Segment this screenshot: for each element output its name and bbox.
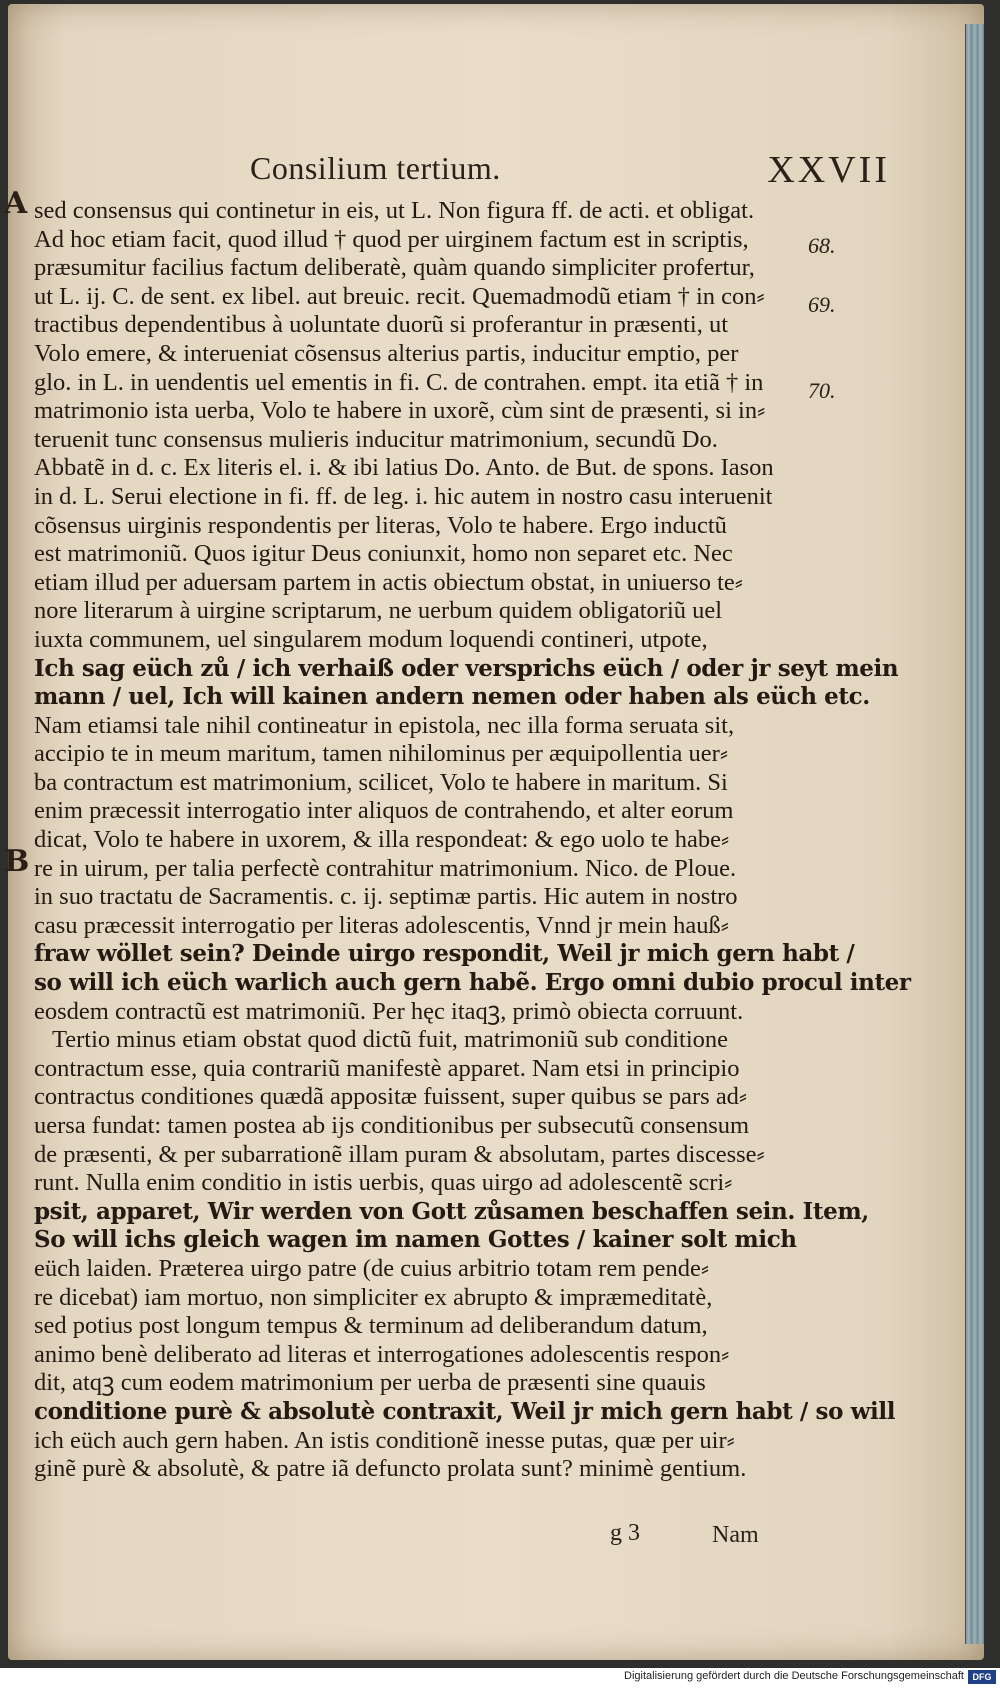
text-line: Tertio minus etiam obstat quod dictũ fuit, matrimoniũ sub conditione bbox=[52, 1026, 729, 1054]
catchword: Nam bbox=[712, 1522, 759, 1548]
text-line: ut L. ij. C. de sent. ex libel. aut breuic. recit. Quemadmodũ etiam † in con⸗ bbox=[34, 282, 765, 310]
text-line-gothic: fraw wöllet sein? Deinde uirgo respondit, Weil jr mich gern habt / bbox=[34, 940, 855, 968]
text-line: dicat, Volo te habere in uxorem, & illa respondeat: & ego uolo te habe⸗ bbox=[34, 826, 730, 854]
text-line: ich eüch auch gern haben. An istis conditionẽ inesse putas, quæ per uir⸗ bbox=[34, 1426, 735, 1454]
text-line-gothic: psit, apparet, Wir werden von Gott zůsamen beschaffen sein. Item, bbox=[34, 1197, 869, 1225]
text-line: runt. Nulla enim conditio in istis uerbis, quas uirgo ad adolescentẽ scri⸗ bbox=[34, 1169, 733, 1197]
folio-number: XXVII bbox=[767, 149, 890, 191]
text-line: ba contractum est matrimonium, scilicet, Volo te habere in maritum. Si bbox=[34, 768, 728, 796]
text-line-gothic: So will ichs gleich wagen im namen Gottes / kainer solt mich bbox=[34, 1226, 797, 1254]
text-line: in suo tractatu de Sacramentis. c. ij. septimæ partis. Hic autem in nostro bbox=[34, 883, 738, 911]
text-line: dit, atqꝫ cum eodem matrimonium per uerba de præsenti sine quauis bbox=[34, 1369, 706, 1397]
text-line: glo. in L. in uendentis uel ementis in fi. C. de contrahen. empt. ita etiã † in bbox=[34, 368, 764, 396]
text-line: de præsenti, & per subarrationẽ illam puram & absolutam, partes discesse⸗ bbox=[34, 1140, 765, 1168]
dfg-logo-icon[interactable]: DFG bbox=[968, 1670, 996, 1684]
text-line: Nam etiamsi tale nihil contineatur in epistola, nec illa forma seruata sit, bbox=[34, 711, 735, 739]
text-line: casu præcessit interrogatio per literas adolescentis, Vnnd jr mein hauß⸗ bbox=[34, 911, 729, 939]
margin-letter-b: B bbox=[4, 844, 30, 879]
page-edge bbox=[965, 24, 984, 1644]
funding-credit: Digitalisierung gefördert durch die Deutsche Forschungsgemeinschaft bbox=[624, 1670, 964, 1682]
text-line: ginẽ purè & absolutè, & patre iã defuncto prolata sunt? minimè gentium. bbox=[34, 1455, 747, 1483]
marginal-number: 68. bbox=[808, 233, 836, 258]
text-line: iuxta communem, uel singularem modum loquendi contineri, utpote, bbox=[34, 625, 708, 653]
text-line: etiam illud per aduersam partem in actis obiectum obstat, in uniuerso te⸗ bbox=[34, 568, 743, 596]
footer-bar bbox=[0, 1668, 1000, 1688]
marginal-number: 69. bbox=[808, 292, 836, 317]
text-line: est matrimoniũ. Quos igitur Deus coniunxit, homo non separet etc. Nec bbox=[34, 540, 733, 568]
running-title: Consilium tertium. bbox=[250, 150, 501, 186]
text-line: nore literarum à uirgine scriptarum, ne uerbum quidem obligatoriũ uel bbox=[34, 597, 723, 625]
text-line: eosdem contractũ est matrimoniũ. Per hęc itaqꝫ, primò obiecta corruunt. bbox=[34, 997, 744, 1025]
text-line: re in uirum, per talia perfectè contrahitur matrimonium. Nico. de Ploue. bbox=[34, 854, 737, 882]
text-line: contractum esse, quia contrariũ manifestè apparet. Nam etsi in principio bbox=[34, 1054, 740, 1082]
text-line: contractus conditiones quædã appositæ fuissent, super quibus se pars ad⸗ bbox=[34, 1083, 748, 1111]
text-line: teruenit tunc consensus mulieris inducitur matrimonium, secundũ Do. bbox=[34, 425, 718, 453]
text-line-gothic: conditione purè & absolutè contraxit, Weil jr mich gern habt / so will bbox=[34, 1397, 896, 1425]
text-line: sed consensus qui continetur in eis, ut L. Non figura ff. de acti. et obligat. bbox=[34, 197, 755, 224]
text-line: præsumitur facilius factum deliberatè, quàm quando simpliciter profertur, bbox=[34, 254, 755, 282]
text-line: Ad hoc etiam facit, quod illud † quod per uirginem factum est in scriptis, bbox=[34, 225, 749, 253]
text-line: Volo emere, & interueniat cõsensus alterius partis, inducitur emptio, per bbox=[34, 339, 739, 367]
text-line: enim præcessit interrogatio inter aliquos de contrahendo, et alter eorum bbox=[34, 797, 734, 825]
text-line: sed potius post longum tempus & terminum ad deliberandum datum, bbox=[34, 1312, 708, 1340]
text-line-gothic: mann / uel, Ich will kainen andern nemen oder haben als eüch etc. bbox=[34, 683, 870, 711]
text-line: re dicebat) iam mortuo, non simpliciter ex abrupto & impræmeditatè, bbox=[34, 1283, 713, 1311]
text-line: Abbatẽ in d. c. Ex literis el. i. & ibi latius Do. Anto. de But. de spons. Iason bbox=[34, 454, 774, 482]
text-line: accipio te in meum maritum, tamen nihilominus per æquipollentia uer⸗ bbox=[34, 740, 729, 768]
text-line: matrimonio ista uerba, Volo te habere in uxorẽ, cùm sint de præsenti, si in⸗ bbox=[34, 397, 766, 425]
text-line: tractibus dependentibus à uoluntate duorũ si proferantur in præsenti, ut bbox=[34, 311, 729, 339]
margin-letter-a: A bbox=[4, 186, 28, 221]
text-line-gothic: so will ich eüch warlich auch gern habẽ. Ergo omni dubio procul inter bbox=[34, 969, 911, 997]
text-line: eüch laiden. Præterea uirgo patre (de cuius arbitrio totam rem pende⸗ bbox=[34, 1254, 710, 1282]
text-line: uersa fundat: tamen postea ab ijs conditionibus per subsecutũ consensum bbox=[34, 1112, 750, 1139]
marginal-number: 70. bbox=[808, 378, 836, 403]
text-line-gothic: Ich sag eüch zů / ich verhaiß oder versprichs eüch / oder jr seyt mein bbox=[34, 654, 899, 682]
text-line: animo benè deliberato ad literas et interrogationes adolescentis respon⸗ bbox=[34, 1340, 730, 1368]
text-line: in d. L. Serui electione in fi. ff. de leg. i. hic autem in nostro casu interuenit bbox=[34, 482, 773, 510]
text-line: cõsensus uirginis respondentis per literas, Volo te habere. Ergo inductũ bbox=[34, 511, 727, 539]
running-header bbox=[250, 150, 890, 200]
signature-mark: g 3 bbox=[610, 1520, 640, 1546]
